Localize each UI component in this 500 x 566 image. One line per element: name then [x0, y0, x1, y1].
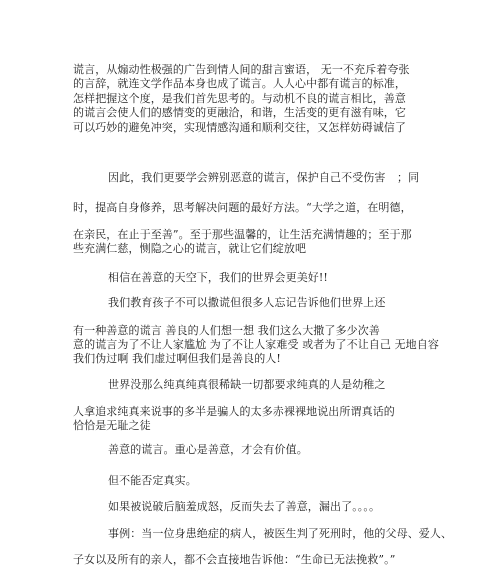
text-line: 但不能否定真实。 — [108, 474, 197, 487]
text-line: 我们教育孩子不可以撒谎但很多人忘记告诉他们世界上还 — [108, 296, 386, 309]
text-line: 相信在善意的天空下，我们的世界会更美好!! — [108, 271, 328, 284]
text-line: 时，提高自身修养，思考解决问题的最好方法。“大学之道，在明德， — [73, 201, 412, 214]
text-line: 子女以及所有的亲人，都不会直接地告诉他：“生命已无法挽救”。” — [73, 553, 396, 566]
text-line: 事例：当一位身患绝症的病人，被医生判了死刑时，他的父母、爱人、 — [108, 527, 453, 540]
text-line: 谎言，从煽动性极强的广告到情人间的甜言蜜语， 无一不充斥着夸张 — [73, 63, 410, 76]
text-line: 因此，我们更要学会辨别恶意的谎言，保护自己不受伤害 — [108, 171, 386, 184]
text-line: 如果被说破后脑羞成怒，反而失去了善意，漏出了。。。。 — [108, 500, 381, 513]
text-line: 可以巧妙的避免冲突，实现情感沟通和顺利交往，又怎样妨碍诚信了 — [73, 121, 406, 134]
text-line: 些充满仁慈，恻隐之心的谎言，就让它们绽放吧 — [73, 242, 307, 255]
text-line: 的言辞，就连文学作品本身也成了谎言。人人心中都有谎言的标准， — [73, 77, 406, 90]
text-line: 我们伪过啊 我们虚过啊但我们是善良的人! — [73, 352, 281, 365]
text-line: 人拿追求纯真来说事的多半是骗人的太多赤裸裸地说出所谓真话的 — [73, 405, 395, 418]
text-line: 意的谎言为了不让人家尴尬 为了不让人家难受 或者为了不让自己 无地自容 — [73, 338, 439, 351]
text-line: 有一种善意的谎言 善良的人们想一想 我们这么大撒了多少次善 — [73, 324, 380, 337]
text-line: 恰恰是无耻之徒 — [73, 419, 151, 432]
text-line: 善意的谎言。重心是善意，才会有价值。 — [108, 443, 308, 456]
text-line: 世界没那么纯真纯真很稀缺一切都要求纯真的人是幼稚之 — [108, 378, 386, 391]
text-line: 怎样把握这个度，是我们首先思考的。与动机不良的谎言相比，善意 — [73, 92, 406, 105]
text-line: ；同 — [397, 171, 420, 184]
text-line: 的谎言会使人们的感情变的更融洽，和谐，生活变的更有滋有味，它 — [73, 106, 406, 119]
text-line: 在亲民，在止于至善”。至于那些温馨的，让生活充满情趣的；至于那 — [73, 228, 412, 241]
